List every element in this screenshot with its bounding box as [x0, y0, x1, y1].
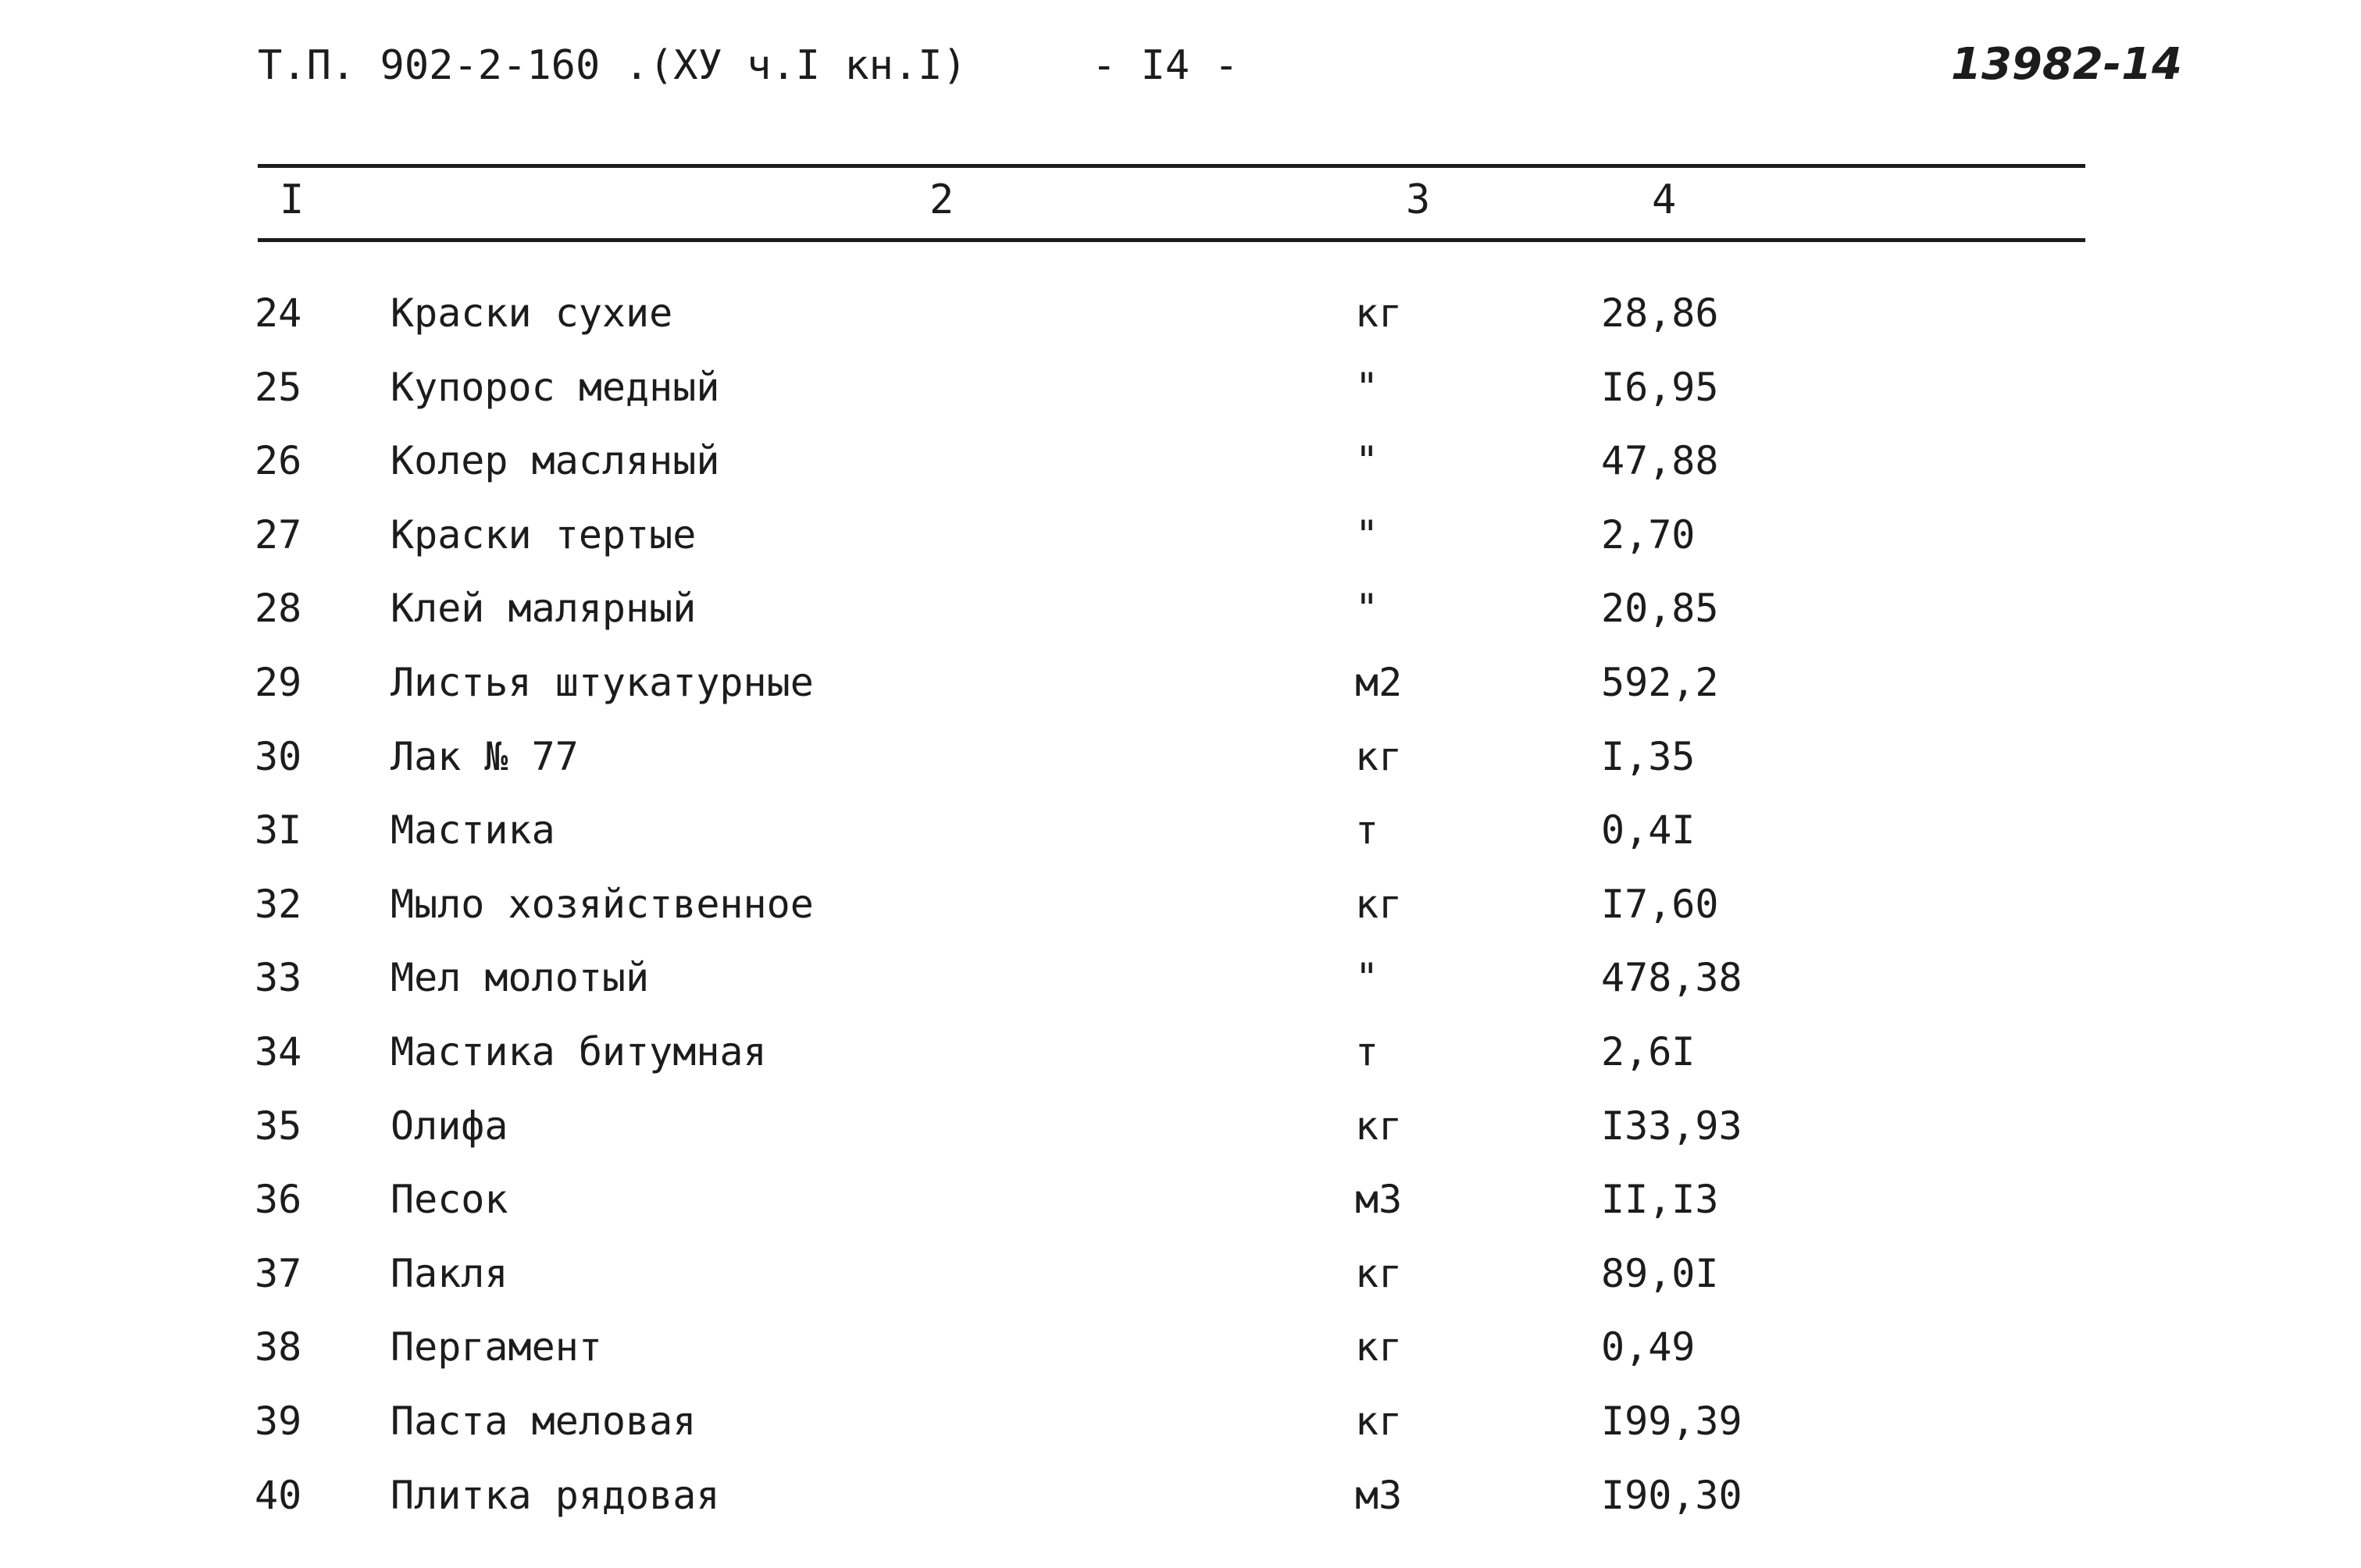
- unit: кг: [1355, 290, 1403, 336]
- material-name: Купорос медный: [391, 364, 720, 410]
- quantity: II,I3: [1601, 1177, 1719, 1223]
- unit: ": [1355, 511, 1379, 558]
- row-number: 38: [255, 1324, 302, 1370]
- quantity: 20,85: [1601, 586, 1719, 632]
- unit: т: [1355, 1029, 1379, 1074]
- material-name: Мел молотый: [391, 955, 650, 1001]
- table-row: [0, 438, 2361, 511]
- quantity: I6,95: [1601, 364, 1719, 410]
- material-name: Краски сухие: [391, 290, 673, 336]
- unit: т: [1355, 807, 1379, 853]
- material-name: Пергамент: [391, 1324, 602, 1370]
- row-number: 26: [255, 438, 302, 484]
- unit: ": [1355, 438, 1379, 484]
- material-name: Клей малярный: [391, 586, 697, 632]
- quantity: I,35: [1601, 733, 1696, 779]
- table-row: [0, 1029, 2361, 1103]
- material-name: Краски тертые: [391, 511, 697, 558]
- unit: кг: [1355, 1324, 1403, 1370]
- document-reference: Т.П. 902-2-160 .(ХУ ч.I кн.I): [258, 42, 967, 89]
- row-number: 39: [255, 1399, 302, 1444]
- unit: ": [1355, 586, 1379, 632]
- material-name: Колер масляный: [391, 438, 720, 484]
- unit: м2: [1355, 660, 1403, 705]
- material-name: Паста меловая: [391, 1399, 697, 1444]
- quantity: 2,6I: [1601, 1029, 1696, 1074]
- row-number: 25: [255, 364, 302, 410]
- table-row: [0, 807, 2361, 881]
- quantity: 47,88: [1601, 438, 1719, 484]
- row-number: 24: [255, 290, 302, 336]
- unit: м3: [1355, 1472, 1403, 1518]
- quantity: 0,4I: [1601, 807, 1696, 853]
- column-number-4: 4: [1652, 176, 1677, 223]
- quantity: 0,49: [1601, 1324, 1696, 1370]
- row-number: 28: [255, 586, 302, 632]
- column-number-2: 2: [929, 176, 954, 223]
- table-row: [0, 882, 2361, 955]
- table-row: [0, 734, 2361, 807]
- row-number: 27: [255, 511, 302, 558]
- row-number: 29: [255, 660, 302, 705]
- unit: кг: [1355, 881, 1403, 927]
- table-row: [0, 1324, 2361, 1398]
- quantity: 28,86: [1601, 290, 1719, 336]
- material-name: Мастика битумная: [391, 1029, 767, 1074]
- quantity: 89,0I: [1601, 1250, 1719, 1296]
- unit: ": [1355, 364, 1379, 410]
- row-number: 32: [255, 881, 302, 927]
- material-name: Лак № 77: [391, 733, 579, 779]
- table-row: [0, 512, 2361, 586]
- row-number: 33: [255, 955, 302, 1001]
- unit: м3: [1355, 1177, 1403, 1223]
- sheet-code: 13982-14: [1951, 39, 2182, 90]
- column-number-1: I: [280, 176, 305, 223]
- quantity: I90,30: [1601, 1472, 1742, 1518]
- table-row: [0, 1103, 2361, 1177]
- material-name: Листья штукатурные: [391, 660, 814, 705]
- table-row: [0, 1473, 2361, 1546]
- unit: кг: [1355, 733, 1403, 779]
- table-header-rule: [258, 238, 2085, 242]
- table-top-rule: [258, 164, 2085, 168]
- material-name: Пакля: [391, 1250, 508, 1296]
- unit: кг: [1355, 1399, 1403, 1444]
- page-number: - I4 -: [1092, 42, 1239, 89]
- row-number: 35: [255, 1103, 302, 1149]
- table-row: [0, 365, 2361, 438]
- quantity: 478,38: [1601, 955, 1742, 1001]
- column-number-3: 3: [1406, 176, 1431, 223]
- material-name: Олифа: [391, 1103, 508, 1149]
- row-number: 37: [255, 1250, 302, 1296]
- table-row: [0, 660, 2361, 733]
- unit: кг: [1355, 1250, 1403, 1296]
- table-row: [0, 1177, 2361, 1250]
- row-number: 40: [255, 1472, 302, 1518]
- quantity: 2,70: [1601, 511, 1696, 558]
- quantity: I99,39: [1601, 1399, 1742, 1444]
- table-row: [0, 955, 2361, 1028]
- material-name: Плитка рядовая: [391, 1472, 720, 1518]
- material-name: Песок: [391, 1177, 508, 1223]
- row-number: 30: [255, 733, 302, 779]
- row-number: 34: [255, 1029, 302, 1074]
- quantity: I33,93: [1601, 1103, 1742, 1149]
- table-row: [0, 586, 2361, 659]
- row-number: 3I: [255, 807, 302, 853]
- quantity: I7,60: [1601, 881, 1719, 927]
- unit: кг: [1355, 1103, 1403, 1149]
- material-name: Мастика: [391, 807, 555, 853]
- table-row: [0, 1251, 2361, 1324]
- quantity: 592,2: [1601, 660, 1719, 705]
- table-row: [0, 290, 2361, 364]
- table-row: [0, 1399, 2361, 1472]
- unit: ": [1355, 955, 1379, 1001]
- material-name: Мыло хозяйственное: [391, 881, 814, 927]
- row-number: 36: [255, 1177, 302, 1223]
